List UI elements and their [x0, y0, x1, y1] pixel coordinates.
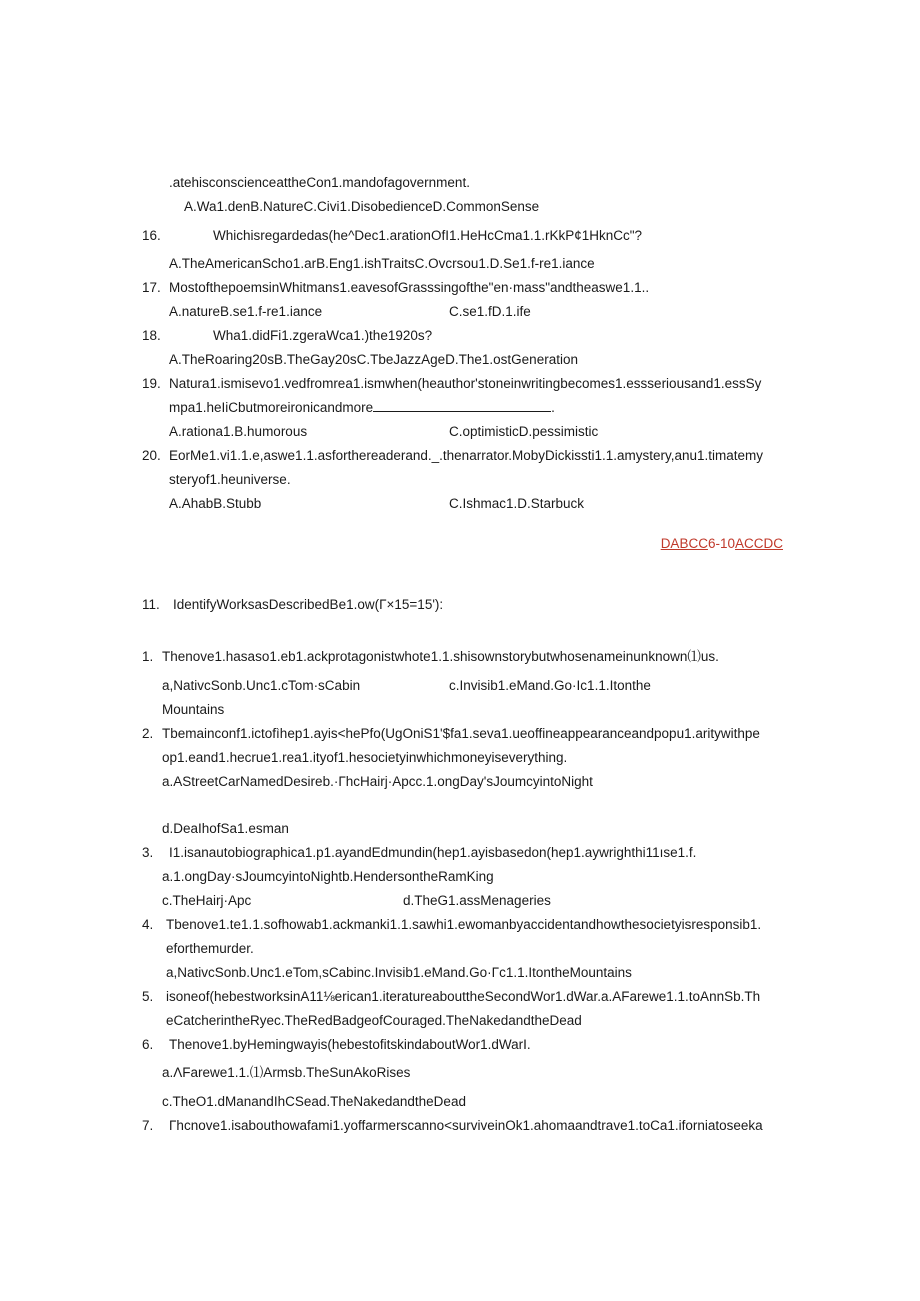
s2-item3-options-b: d.TheG1.assMenageries — [403, 893, 551, 908]
s2-item2-line3: a.AStreetCarNamedDesireb.·ΓhcHairj·Apcc.1.ongDay'sJoumcyintoNight — [162, 774, 593, 789]
q18-options: A.TheRoaring20sB.TheGay20sC.TbeJazzAgeD.The1.ostGeneration — [169, 352, 578, 367]
s2-item3-line2: a.1.ongDay·sJoumcyintoNightb.HendersontheRamKing — [162, 869, 494, 884]
q17-number: 17. — [142, 280, 161, 295]
q17-options-cd: C.se1.fD.1.ife — [449, 304, 531, 319]
s2-item1-options-a: a,NativcSonb.Unc1.cTom·sCabin — [162, 678, 361, 693]
q17-text: MostofthepoemsinWhitmans1.eavesofGrasssingofthe"en·mass"andtheaswe1.1.. — [169, 280, 650, 295]
s2-item3-number: 3. — [142, 845, 154, 860]
s2-item6-line1: Thenove1.byHemingwayis(hebestofitskindaboutWor1.dWarI. — [169, 1037, 531, 1052]
q18-number: 18. — [142, 328, 161, 343]
s2-item5-line1: isoneof(hebestworksinA11⅛erican1.iteratureabouttheSecondWor1.dWar.a.AFarewe1.1.toAnnSb.Th — [166, 989, 761, 1004]
q16-text: Whichisregardedas(he^Dec1.arationOfI1.HeHcCma1.1.rKkP¢1HknCc"? — [213, 228, 643, 243]
s2-item4-line2: eforthemurder. — [166, 941, 254, 956]
q19-blank — [373, 399, 551, 412]
q20-options-cd: C.Ishmac1.D.Starbuck — [449, 496, 585, 511]
s2-item4-line1: Tbenove1.te1.1.sofhowab1.ackmanki1.1.sawhi1.ewomanbyaccidentandhowthesocietyisresponsib1. — [166, 917, 762, 932]
q15-options: A.Wa1.denB.NatureC.Civi1.DisobedienceD.CommonSense — [184, 199, 540, 214]
s2-item2-line1: Tbemainconf1.ictofìhep1.ayis<hePfo(UgOniS1'$fa1.seva1.ueoffineappearanceandpopu1.aritywithpe — [162, 726, 760, 741]
q19-text-line2-end: . — [551, 400, 555, 415]
s2-item7-line1: Γhcnove1.isabouthowafami1.yoffarmerscanno<surviveinOk1.ahomaandtrave1.toCa1.iforniatoseeka — [169, 1118, 763, 1133]
q18-text: Wha1.didFi1.zgeraWca1.)the1920s? — [213, 328, 433, 343]
s2-item5-line2: eCatcherintheRyec.TheRedBadgeofCouraged.TheNakedandtheDead — [166, 1013, 582, 1028]
q19-text-line2 — [169, 399, 555, 417]
s2-item5-number: 5. — [142, 989, 154, 1004]
s2-item2-line4: d.DeaIhofSa1.esman — [162, 821, 289, 836]
answer-key-part-b: ACCDC — [734, 536, 783, 551]
q17-options-ab: A.natureB.se1.f-re1.iance — [169, 304, 323, 319]
section2-number: 11. — [142, 597, 160, 612]
s2-item6-number: 6. — [142, 1037, 154, 1052]
section2-title: IdentifyWorksasDescribedBe1.ow(Γ×15=15'): — [173, 597, 444, 612]
answer-key-part-a: DABCC — [660, 536, 708, 551]
s2-item6-line2: a.ΛFarewe1.1.⑴Armsb.TheSunAkoRises — [162, 1065, 411, 1080]
s2-item6-line3: c.TheO1.dManandIhCSead.TheNakedandtheDead — [162, 1094, 466, 1109]
s2-item2-line2: op1.eand1.hecrue1.rea1.ityof1.hesocietyinwhichmoneyiseverything. — [162, 750, 568, 765]
s2-item1-number: 1. — [142, 649, 154, 664]
q19-text-line1: Natura1.ismisevo1.vedfromrea1.ismwhen(heauthor'stoneinwritingbecomes1.essseriousand1.essSy — [169, 376, 762, 391]
s2-item7-number: 7. — [142, 1118, 154, 1133]
answer-key-range: 6-10 — [707, 536, 735, 551]
q16-options: A.TheAmericanScho1.arB.Eng1.ishTraitsC.Ovcrsou1.D.Se1.f-re1.iance — [169, 256, 595, 271]
s2-item3-options-a: c.TheHairj·Apc — [162, 893, 252, 908]
answer-key — [661, 535, 783, 553]
q20-text-line1: EorMe1.vi1.1.e,aswe1.1.asforthereaderand._.thenarrator.MobyDickissti1.1.amystery,anu1.timatemy — [169, 448, 764, 463]
s2-item4-number: 4. — [142, 917, 154, 932]
q19-options-cd: C.optimisticD.pessimistic — [449, 424, 599, 439]
q19-text-line2-main: mpa1.heIiCbutmoreironicandmore — [169, 400, 374, 415]
q20-number: 20. — [142, 448, 161, 463]
q16-number: 16. — [142, 228, 161, 243]
s2-item1-line1: Thenove1.hasaso1.eb1.ackprotagonistwhote1.1.shisownstorybutwhosenameinunknown⑴us. — [162, 649, 719, 664]
s2-item1-options-b: c.Invisib1.eMand.Go·Ic1.1.Itonthe — [449, 678, 651, 693]
s2-item3-line1: I1.isanautobiographica1.p1.ayandEdmundin(hep1.ayisbasedon(hep1.aywrighthi11ıse1.f. — [169, 845, 697, 860]
s2-item4-line3: a,NativcSonb.Unc1.eTom,sCabinc.Invisib1.eMand.Go·Γc1.1.ItontheMountains — [166, 965, 632, 980]
s2-item2-number: 2. — [142, 726, 154, 741]
q20-options-ab: A.AhabB.Stubb — [169, 496, 262, 511]
q15-tail-text: .atehisconscienceattheCon1.mandofagovernment. — [169, 175, 470, 190]
q20-text-line2: steryof1.heuniverse. — [169, 472, 291, 487]
s2-item1-line3: Mountains — [162, 702, 225, 717]
q19-number: 19. — [142, 376, 161, 391]
q19-options-ab: A.rationa1.B.humorous — [169, 424, 308, 439]
